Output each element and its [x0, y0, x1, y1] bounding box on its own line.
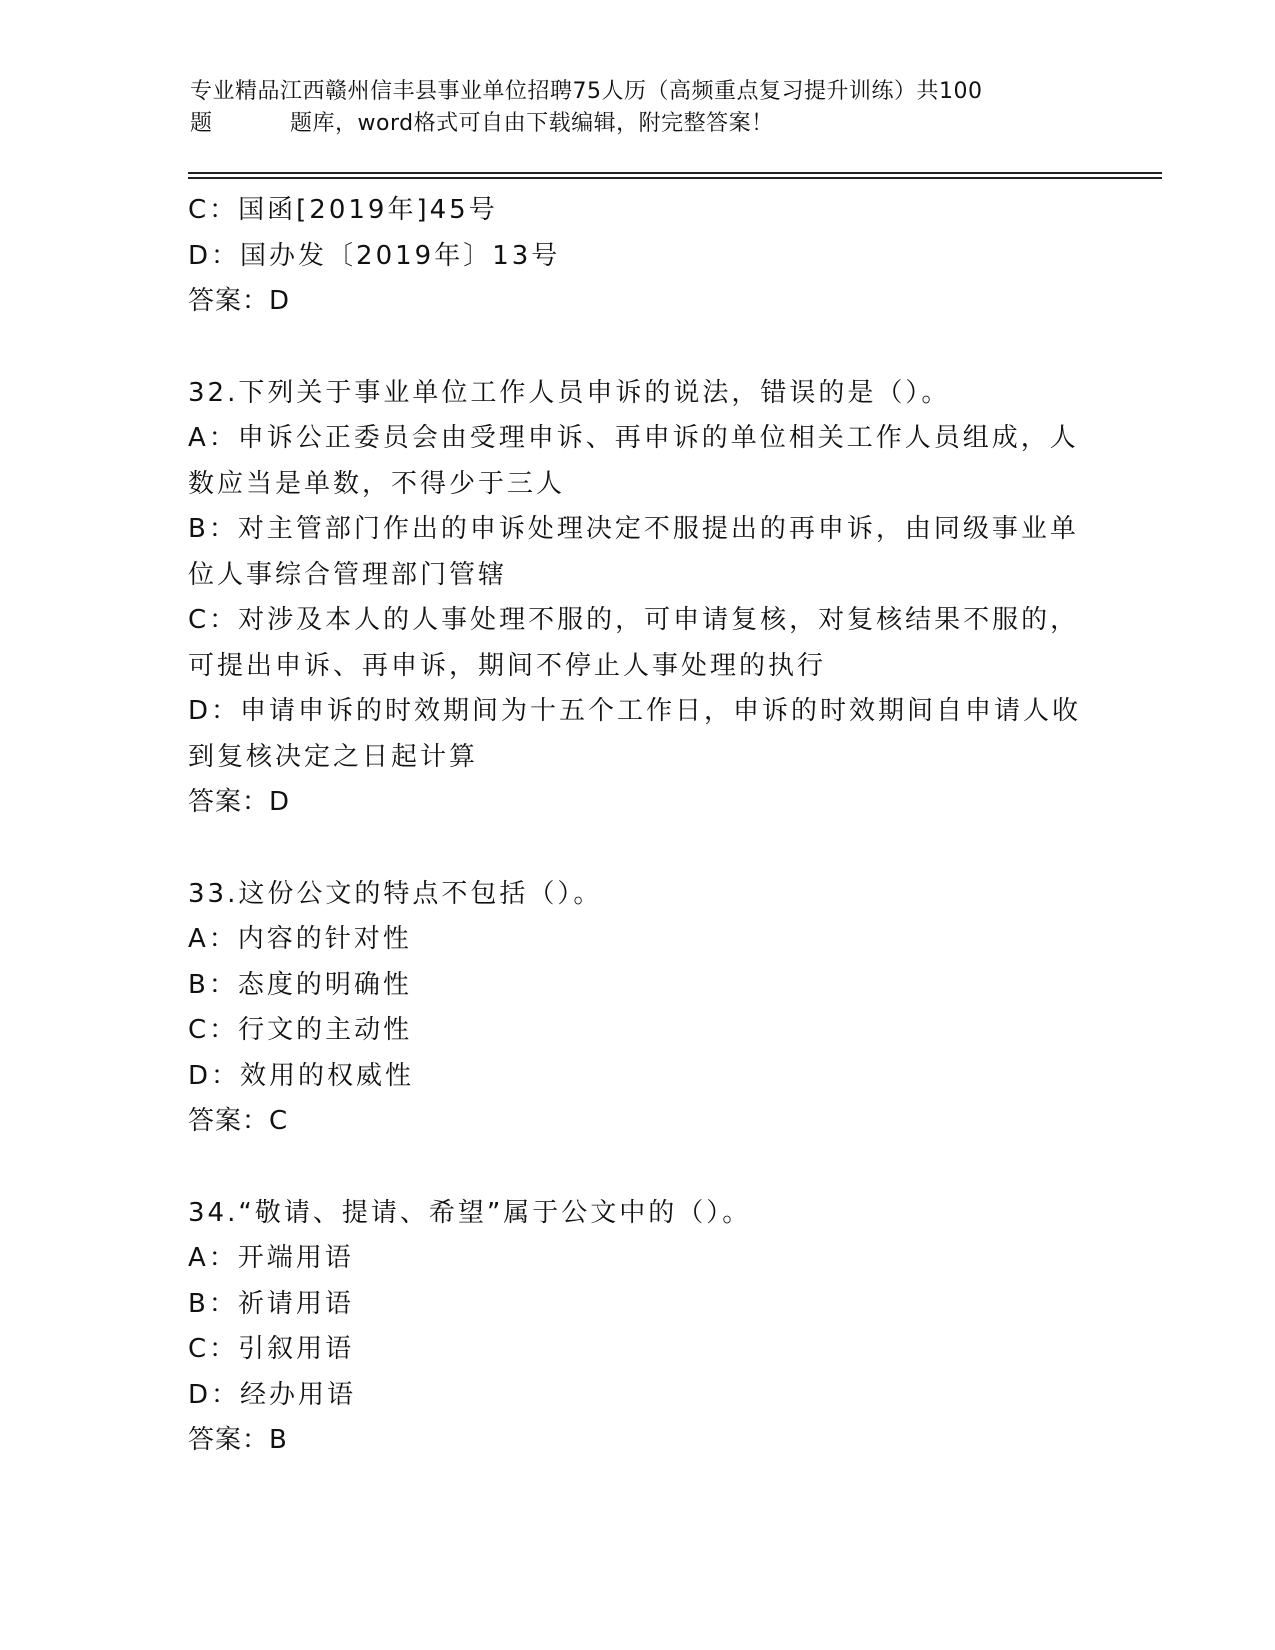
option-line: C：对涉及本人的人事处理不服的，可申请复核，对复核结果不服的， [188, 605, 1080, 635]
spacer [188, 826, 1088, 872]
question-block-32 [188, 371, 1088, 826]
spacer [188, 1145, 1088, 1191]
option-line: 数应当是单数，不得少于三人 [188, 468, 566, 499]
question-block-33 [188, 872, 1088, 1145]
question-block-34 [188, 1191, 1088, 1464]
header-rule-bottom [188, 177, 1162, 179]
answer-line: 答案：D [188, 286, 291, 316]
question-stem: 33.这份公文的特点不包括（）。 [188, 878, 603, 909]
option-line: 可提出申诉、再申诉，期间不停止人事处理的执行 [188, 650, 827, 681]
option-line: B：对主管部门作出的申诉处理决定不服提出的再申诉，由同级事业单 [188, 514, 1079, 544]
question-stem: 32.下列关于事业单位工作人员申诉的说法，错误的是（）。 [188, 377, 951, 408]
header-subtitle: 题库，word格式可自由下载编辑，附完整答案！ [290, 111, 774, 136]
question-stem: 34.“敬请、提请、希望”属于公文中的（）。 [188, 1197, 752, 1228]
header-title-wrap: 题 [190, 111, 213, 136]
option-line: A：内容的针对性 [188, 924, 412, 954]
answer-line: 答案：D [188, 787, 291, 817]
option-line: A：开端用语 [188, 1243, 354, 1273]
option-line: D：效用的权威性 [188, 1060, 415, 1091]
option-line: C：行文的主动性 [188, 1015, 413, 1045]
option-line: B：态度的明确性 [188, 969, 412, 1000]
option-line: A：申诉公正委员会由受理申诉、再申诉的单位相关工作人员组成，人 [188, 423, 1079, 453]
answer-line: 答案：C [188, 1106, 289, 1136]
option-line: D：经办用语 [188, 1379, 357, 1410]
header-rule-top [188, 172, 1162, 174]
header-line-1 [190, 76, 1090, 108]
option-line: 到复核决定之日起计算 [188, 741, 479, 772]
option-line: B：祈请用语 [188, 1288, 354, 1319]
option-line: C：引叙用语 [188, 1334, 355, 1364]
page-header [190, 76, 1090, 140]
spacer [188, 325, 1088, 371]
header-title: 专业精品江西赣州信丰县事业单位招聘75人历（高频重点复习提升训练）共100 [190, 79, 983, 104]
question-block-prev [188, 188, 1088, 325]
header-line-2 [190, 108, 1090, 140]
option-line: D：申请申诉的时效期间为十五个工作日，申诉的时效期间自申请人收 [188, 696, 1082, 726]
answer-line: 答案：B [188, 1425, 288, 1455]
option-line: 位人事综合管理部门管辖 [188, 559, 508, 590]
option-line: C：国函[2019年]45号 [188, 195, 498, 225]
option-line: D：国办发〔2019年〕13号 [188, 240, 561, 271]
document-body [188, 188, 1088, 1464]
